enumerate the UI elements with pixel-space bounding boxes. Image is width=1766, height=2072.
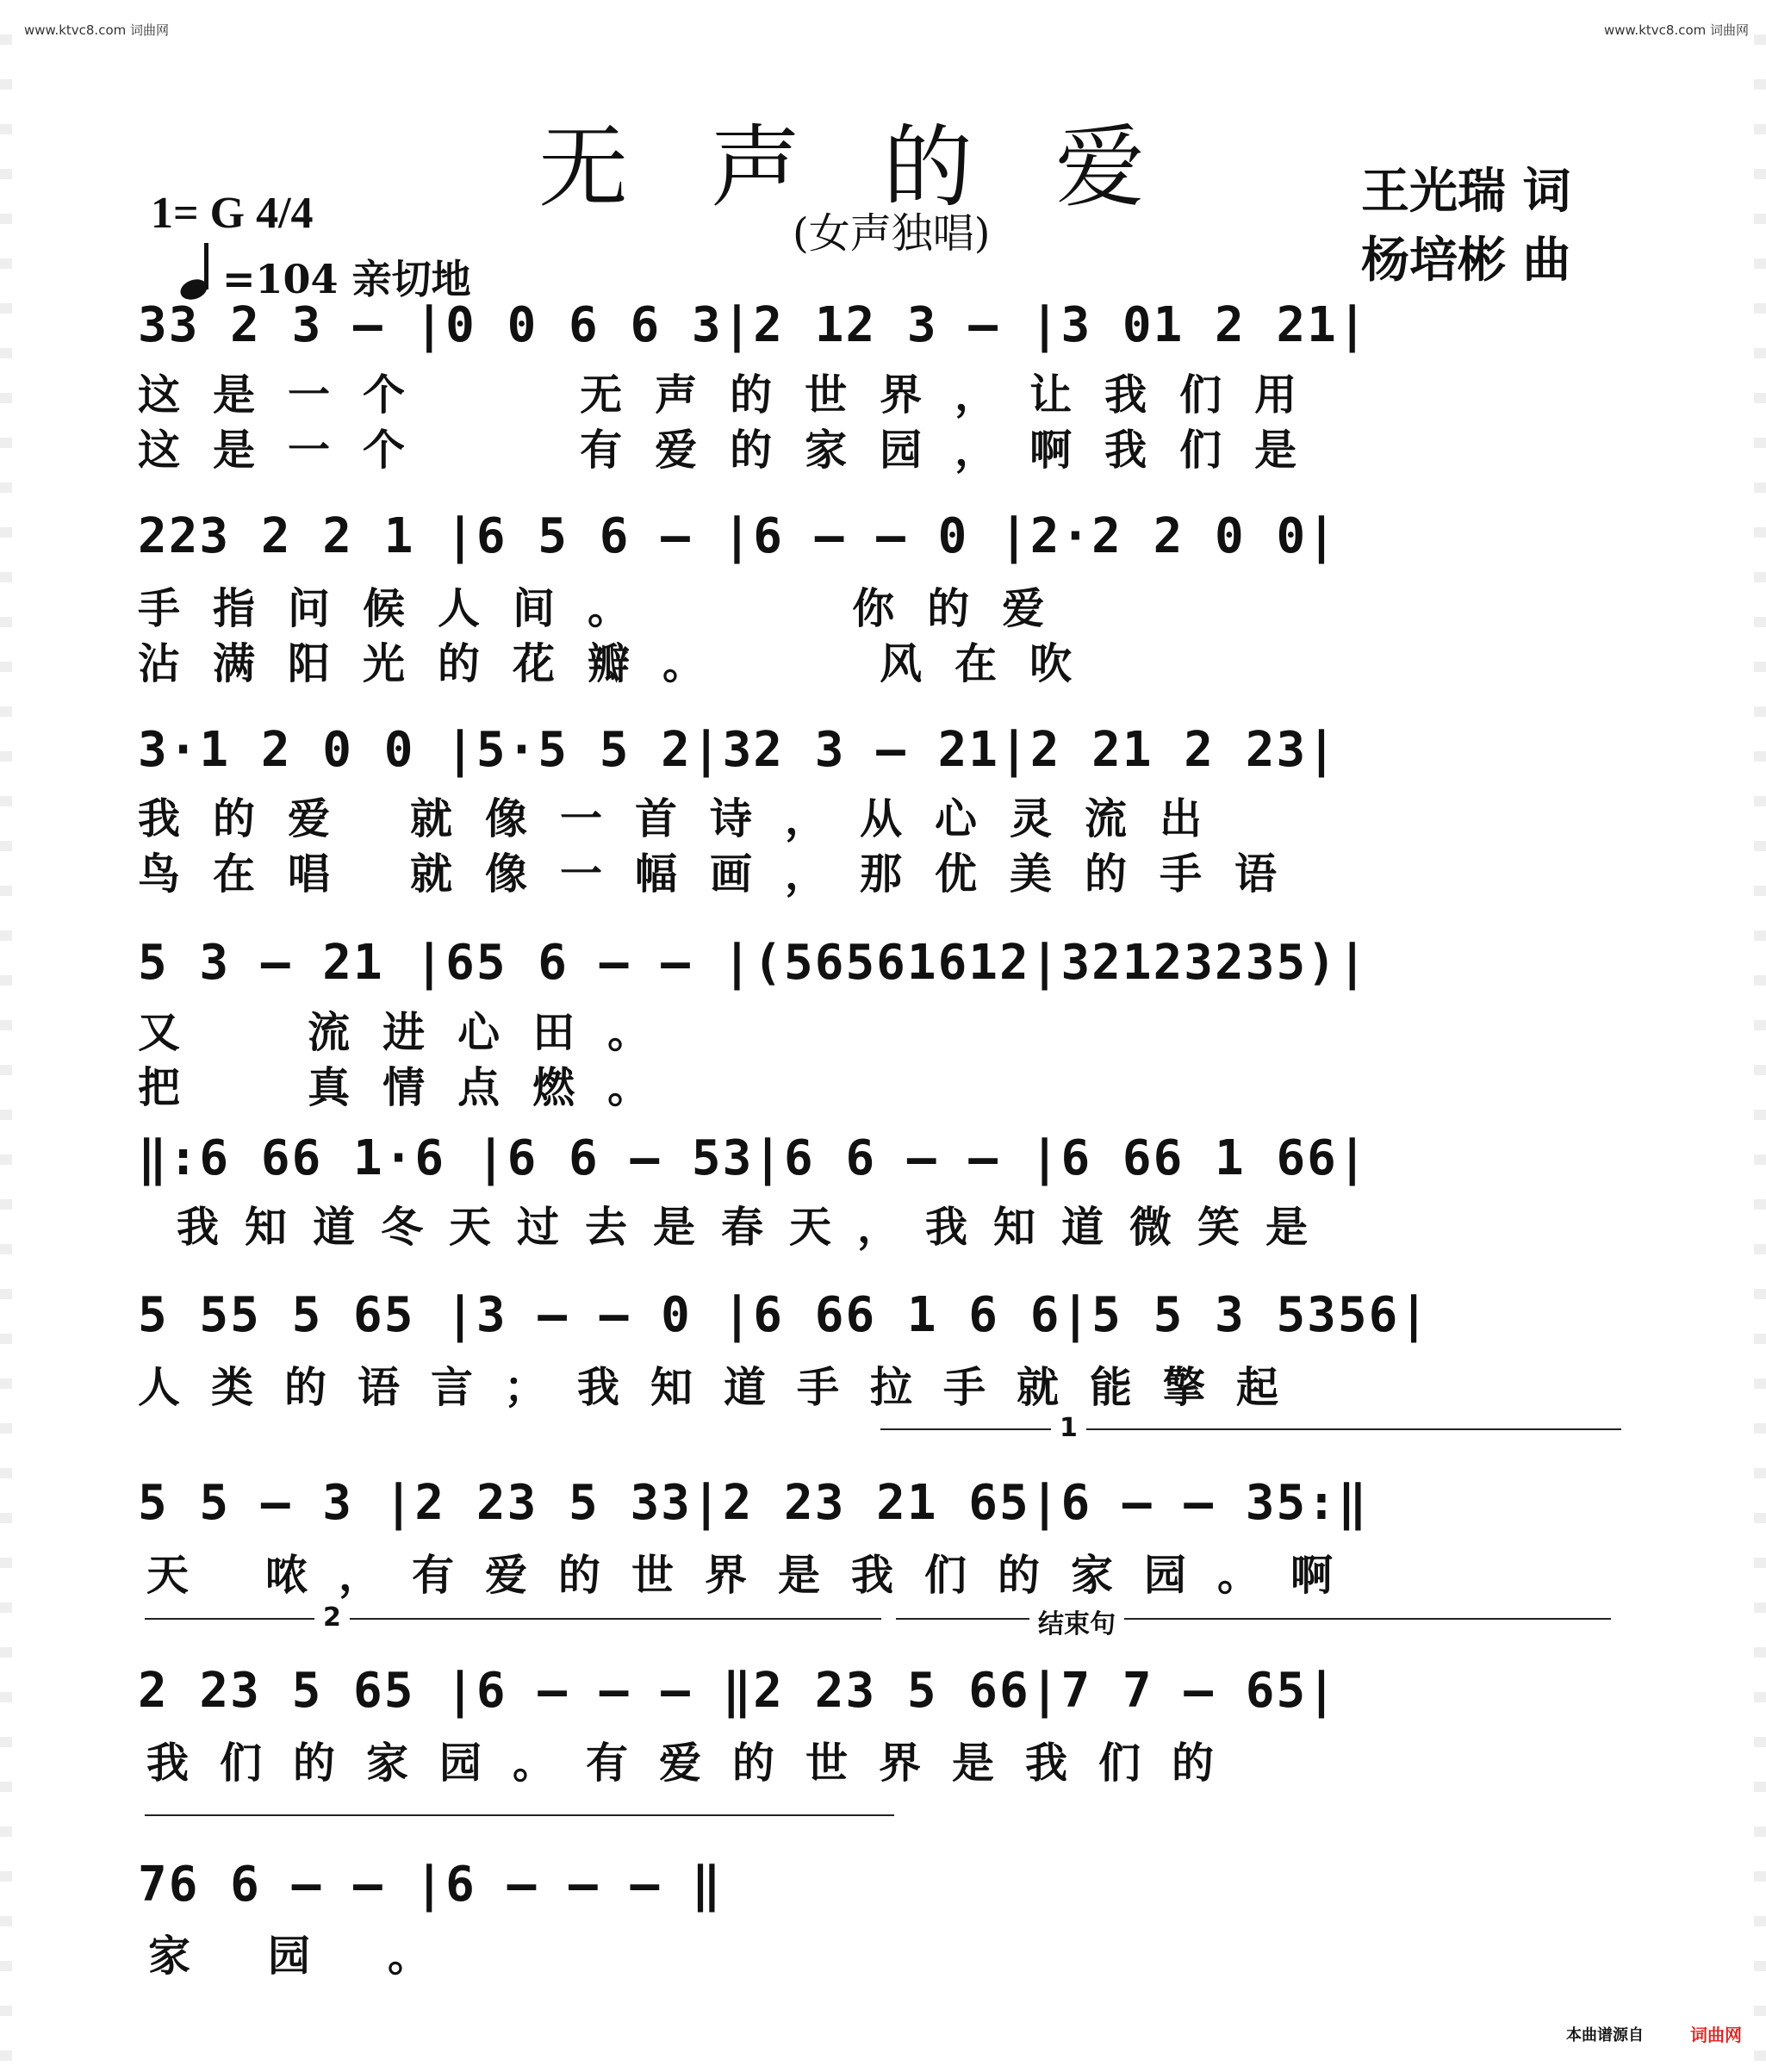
- score-row-7-lyric: 天 哝，有爱的世界是我们的家园。啊: [146, 1551, 1365, 1600]
- volta-1-label: 1: [1051, 1413, 1086, 1443]
- tempo-marking: =104 亲切地: [222, 256, 471, 302]
- quarter-note-icon: [177, 240, 228, 302]
- ending-continuation-line: [145, 1814, 894, 1816]
- footer-site-logo: 词曲网: [1690, 2025, 1742, 2045]
- volta-2-line: [145, 1618, 881, 1620]
- score-row-4-lyric-1: 又 流进心田。: [138, 1008, 683, 1057]
- score-row-6-lyric: 人类的语言；我知道手拉手就能擎起: [138, 1363, 1310, 1412]
- score-row-4-lyric-2: 把 真情点燃。: [138, 1063, 683, 1112]
- song-title: 无声的爱: [538, 115, 1228, 220]
- watermark-left: www.ktvc8.com 词曲网: [24, 22, 170, 38]
- score-row-8-lyric: 我们的家园。有爱的世界是我们的: [146, 1739, 1246, 1788]
- volta-2-label: 2: [314, 1602, 350, 1633]
- score-row-2-notes: 223 2 2 1 |6 5 6 — |6 — — 0 |2·2 2 0 0|: [138, 508, 1338, 564]
- score-row-7-notes: 5 5 — 3 |2 23 5 33|2 23 21 65|6 — — 35:‖: [138, 1475, 1369, 1531]
- footer-source-label: 本曲谱源自: [1566, 2026, 1644, 2044]
- score-row-4-notes: 5 3 — 21 |65 6 — — |(56561612|32123235)|: [138, 935, 1369, 991]
- score-row-1-lyric-1: 这是一个 无声的世界，让我们用: [138, 370, 1330, 420]
- score-row-5-notes: ‖:6 66 1·6 |6 6 — 53|6 6 — — |6 66 1 66|: [138, 1130, 1369, 1186]
- ending-label: 结束句: [1029, 1602, 1124, 1640]
- score-row-3-lyric-2: 鸟在唱 就像一幅画，那优美的手语: [138, 849, 1310, 899]
- score-row-9-notes: 76 6 — — |6 — — — ‖: [138, 1857, 723, 1913]
- score-row-3-notes: 3·1 2 0 0 |5·5 5 2|32 3 — 21|2 21 2 23|: [138, 722, 1338, 778]
- score-row-8-notes: 2 23 5 65 |6 — — — ‖2 23 5 66|7 7 — 65|: [138, 1663, 1338, 1719]
- score-row-6-notes: 5 55 5 65 |3 — — 0 |6 66 1 6 6|5 5 3 5356|: [138, 1287, 1431, 1343]
- score-row-5-lyric: 我知道冬天过去是春天，我知道微笑是: [177, 1203, 1334, 1252]
- score-row-2-lyric-2: 沾满阳光的花瓣。 风在吹: [138, 639, 1105, 688]
- watermark-right: www.ktvc8.com 词曲网: [1604, 22, 1750, 38]
- composer-credit: 杨培彬 曲: [1361, 232, 1571, 289]
- key-signature: 1= G 4/4: [151, 189, 314, 238]
- right-border-strip: [1754, 0, 1766, 2072]
- score-row-2-lyric-1: 手指问候人间。 你的爱: [138, 584, 1078, 633]
- score-row-1-notes: 33 2 3 — |0 0 6 6 3|2 12 3 — |3 01 2 21|: [138, 297, 1369, 353]
- song-subtitle: (女声独唱): [793, 209, 991, 258]
- score-row-1-lyric-2: 这是一个 有爱的家园，啊我们是: [138, 426, 1330, 475]
- score-row-3-lyric-1: 我的爱 就像一首诗，从心灵流出: [138, 794, 1235, 843]
- score-row-9-lyric: 家园。: [148, 1932, 508, 1981]
- lyricist-credit: 王光瑞 词: [1361, 163, 1571, 220]
- left-border-strip: [0, 0, 12, 2072]
- ending-line: [896, 1618, 1611, 1620]
- volta-1-line: [880, 1428, 1621, 1430]
